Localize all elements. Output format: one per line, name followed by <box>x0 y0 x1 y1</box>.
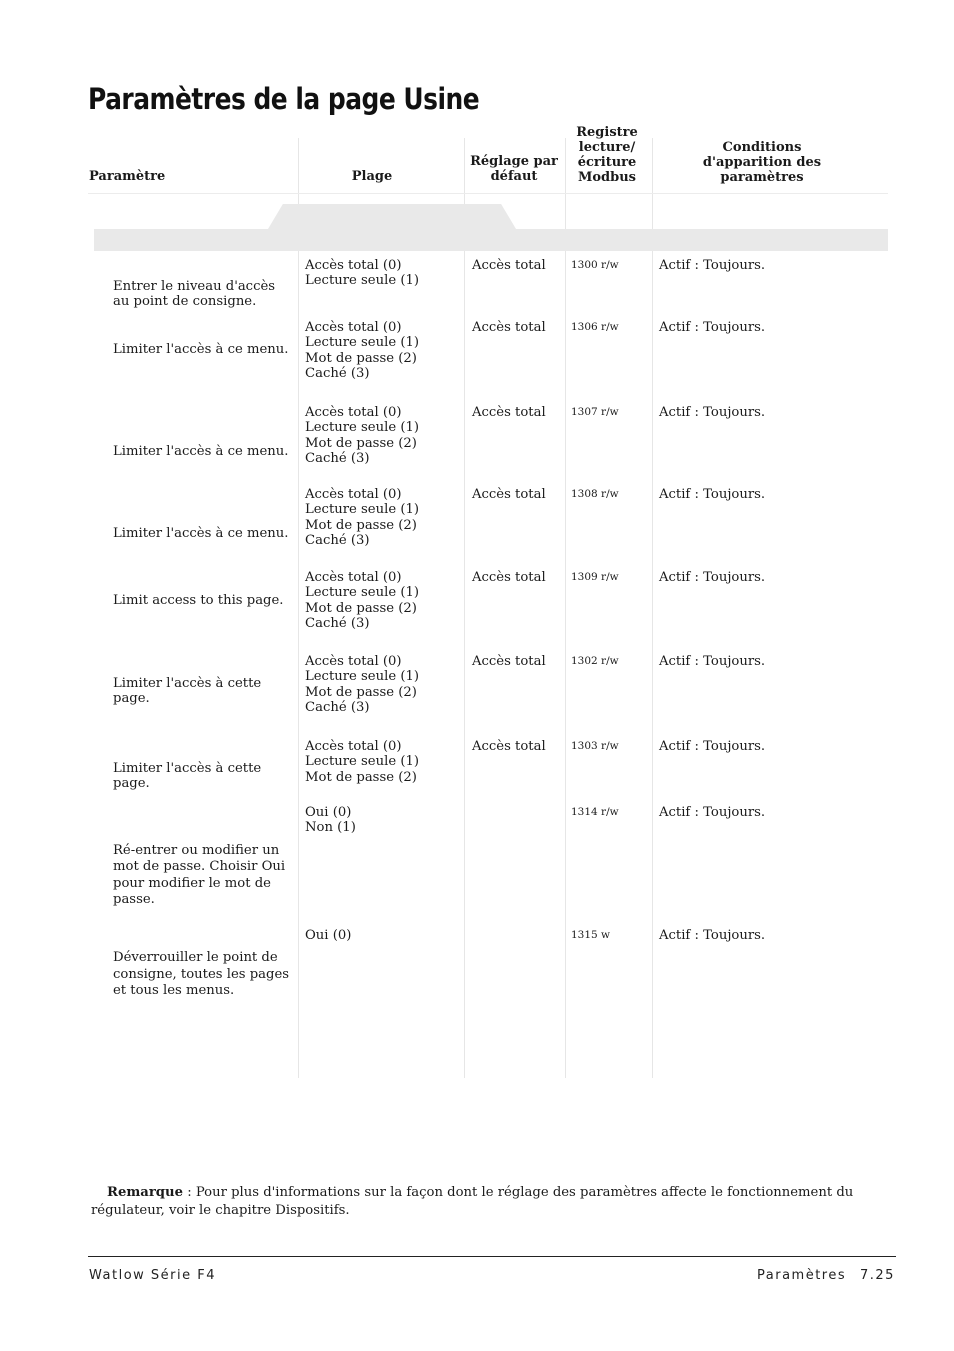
row-description: Déverrouiller le point de consigne, toutes les pages et tous les menus. <box>113 950 290 999</box>
row-description: Limiter l'accès à cette page. <box>113 761 262 792</box>
row-modbus: 1309 r/w <box>571 571 619 583</box>
note-paragraph <box>91 1184 871 1220</box>
row-conditions: Actif : Toujours. <box>659 487 766 502</box>
row-defaut: Accès total <box>472 320 546 335</box>
row-modbus: 1308 r/w <box>571 488 619 500</box>
row-modbus: 1300 r/w <box>571 259 619 271</box>
row-conditions: Actif : Toujours. <box>659 654 766 669</box>
row-description: Limit access to this page. <box>113 593 284 608</box>
row-conditions: Actif : Toujours. <box>659 739 766 754</box>
row-modbus: 1302 r/w <box>571 655 619 667</box>
footer-left: Watlow Série F4 <box>89 1268 217 1283</box>
row-modbus: 1303 r/w <box>571 740 619 752</box>
row-defaut: Accès total <box>472 739 546 754</box>
footer-page-number: 7.25 <box>860 1268 895 1283</box>
row-plage: Accès total (0) Lecture seule (1) Mot de passe (2) <box>305 739 419 785</box>
row-plage: Accès total (0) Lecture seule (1) Mot de passe (2) Caché (3) <box>305 654 419 716</box>
row-defaut: Accès total <box>472 570 546 585</box>
row-conditions: Actif : Toujours. <box>659 928 766 943</box>
row-defaut: Accès total <box>472 487 546 502</box>
header-modbus: Registre lecture/ écriture Modbus <box>576 125 638 185</box>
header-plage: Plage <box>351 169 393 184</box>
row-plage: Accès total (0) Lecture seule (1) Mot de passe (2) Caché (3) <box>305 487 419 549</box>
row-conditions: Actif : Toujours. <box>659 320 766 335</box>
note-label: Remarque <box>107 1185 183 1200</box>
row-plage: Accès total (0) Lecture seule (1) Mot de passe (2) Caché (3) <box>305 405 419 467</box>
footer-rule <box>88 1256 896 1257</box>
row-modbus: 1307 r/w <box>571 406 619 418</box>
row-description: Ré-entrer ou modifier un mot de passe. Choisir Oui pour modifier le mot de passe. <box>113 843 286 908</box>
row-description: Limiter l'accès à ce menu. <box>113 342 289 357</box>
section-band <box>94 229 888 251</box>
header-conditions: Conditions d'apparition des paramètres <box>702 140 822 185</box>
section-tab <box>268 204 516 229</box>
header-parametre: Paramètre <box>89 169 166 184</box>
row-plage: Oui (0) Non (1) <box>305 805 356 836</box>
row-plage: Accès total (0) Lecture seule (1) Mot de passe (2) Caché (3) <box>305 320 419 382</box>
page-title: Paramètres de la page Usine <box>88 82 480 116</box>
row-conditions: Actif : Toujours. <box>659 805 766 820</box>
row-defaut: Accès total <box>472 405 546 420</box>
row-conditions: Actif : Toujours. <box>659 258 766 273</box>
row-plage: Oui (0) <box>305 928 352 943</box>
row-description: Limiter l'accès à cette page. <box>113 676 262 707</box>
row-modbus: 1314 r/w <box>571 806 619 818</box>
row-description: Limiter l'accès à ce menu. <box>113 526 289 541</box>
header-defaut: Réglage par défaut <box>470 154 558 184</box>
row-plage: Accès total (0) Lecture seule (1) <box>305 258 419 289</box>
row-defaut: Accès total <box>472 654 546 669</box>
note-text: : Pour plus d'informations sur la façon dont le réglage des paramètres affecte le fonctionnement du régulateur, voir le chapitre Dispositifs. <box>91 1185 854 1218</box>
row-defaut: Accès total <box>472 258 546 273</box>
row-modbus: 1315 w <box>571 929 611 941</box>
row-description: Limiter l'accès à ce menu. <box>113 444 289 459</box>
row-conditions: Actif : Toujours. <box>659 405 766 420</box>
row-conditions: Actif : Toujours. <box>659 570 766 585</box>
row-plage: Accès total (0) Lecture seule (1) Mot de passe (2) Caché (3) <box>305 570 419 632</box>
row-description: Entrer le niveau d'accès au point de consigne. <box>113 279 276 310</box>
footer-section: Paramètres <box>757 1268 847 1283</box>
row-modbus: 1306 r/w <box>571 321 619 333</box>
